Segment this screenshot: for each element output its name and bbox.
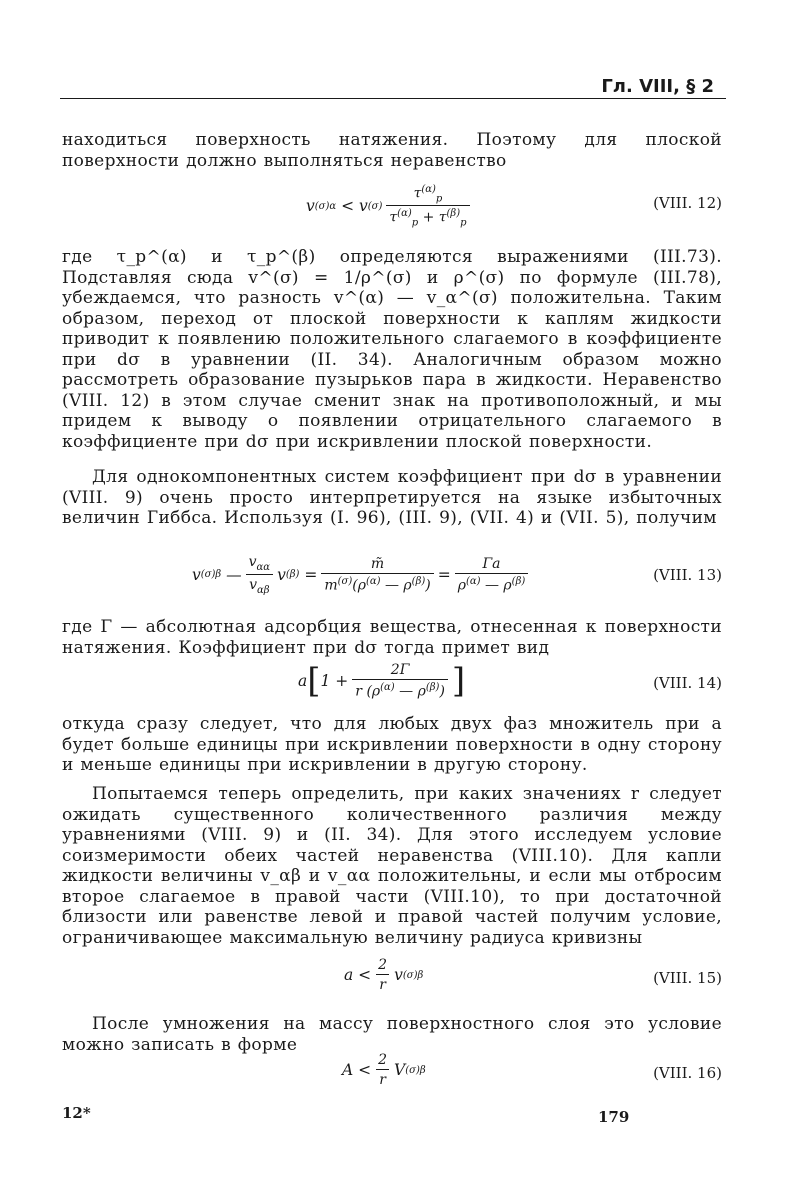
equation-viii-15: a < $\frac{2}{r}$ v (σ) β (VIII. 15) <box>344 957 722 993</box>
paragraph-3: Для однокомпонентных систем коэффициент при dσ в уравнении (VIII. 9) очень просто интерпретируется на языке избыточных величин Гиббса. Используя (I. 96), (III. 9), (VII. 4) и (VII. 5), получим <box>62 467 722 528</box>
equation-label: (VIII. 13) <box>653 566 722 584</box>
equation-label: (VIII. 16) <box>653 1064 722 1082</box>
paragraph-2: где τ_p^(α) и τ_p^(β) определяются выражениями (III.73). Подставляя сюда v^(σ) = 1/ρ^(σ) и ρ^(σ) по формуле (III.78), убеждаемся, что разность v^(α) — v_α^(σ) положительна. Таким образом, переход от плоской поверхности к каплям жидкости приводит к появлению положительного слагаемого в коэффициенте при dσ в уравнении (II. 34). Аналогичным образом можно рассмотреть образование пузырьков пара в жидкости. Неравенство (VIII. 12) в этом случае сменит знак на противоположный, и мы придем к выводу о появлении отрицательного слагаемого в коэффициенте при dσ при искривлении плоской поверхности. <box>62 247 722 452</box>
equation-viii-13: v (σ) β — $\frac{v_{\alpha\alpha}}{v_{\alpha\beta}}$ v (β) = $\frac{m̃}{m^{(\sigma)}(\rho^{(\alpha)} — \rho^{(\beta)})}$ = $\frac{\Gamma a}{\rho^{(\alpha)} — \rho^{(\beta)}}$ (VIII. 13) <box>192 554 722 596</box>
chapter-header: Гл. VIII, § 2 <box>601 76 714 97</box>
header-rule <box>60 98 726 99</box>
paragraph-4: где Γ — абсолютная адсорбция вещества, отнесенная к поверхности натяжения. Коэффициент при dσ тогда примет вид <box>62 617 722 658</box>
equation-viii-12: v (σ) α < v (σ) $\frac{\tau^{(\alpha)}_p}{\tau^{(\alpha)}_p + \tau^{(\beta)}_p}$ (VIII. 12) <box>306 184 722 229</box>
paragraph-1: находиться поверхность натяжения. Поэтому для плоской поверхности должно выполняться неравенство <box>62 130 722 171</box>
printer-signature: 12* <box>62 1104 91 1122</box>
paragraph-6: Попытаемся теперь определить, при каких значениях r следует ожидать существенного количественного различия между уравнениями (VIII. 9) и (II. 34). Для этого исследуем условие соизмеримости обеих частей неравенства (VIII.10). Для капли жидкости величины v_αβ и v_αα положительны, и если мы отбросим второе слагаемое в правой части (VIII.10), то при достаточной близости или равенстве левой и правой частей получим условие, ограничивающее максимальную величину радиуса кривизны <box>62 784 722 948</box>
paragraph-5: откуда сразу следует, что для любых двух фаз множитель при a будет больше единицы при искривлении поверхности в одну сторону и меньше единицы при искривлении в другую сторону. <box>62 714 722 775</box>
equation-label: (VIII. 12) <box>653 194 722 212</box>
page-number: 179 <box>598 1108 630 1126</box>
equation-viii-14: a [ 1 + $\frac{2\Gamma}{r (\rho^{(\alpha)} — \rho^{(\beta)})}$ ] (VIII. 14) <box>298 660 722 701</box>
equation-viii-16: A < $\frac{2}{r}$ V (σ) β (VIII. 16) <box>342 1052 722 1088</box>
equation-label: (VIII. 14) <box>653 674 722 692</box>
paragraph-7: После умножения на массу поверхностного слоя это условие можно записать в форме <box>62 1014 722 1055</box>
equation-label: (VIII. 15) <box>653 969 722 987</box>
